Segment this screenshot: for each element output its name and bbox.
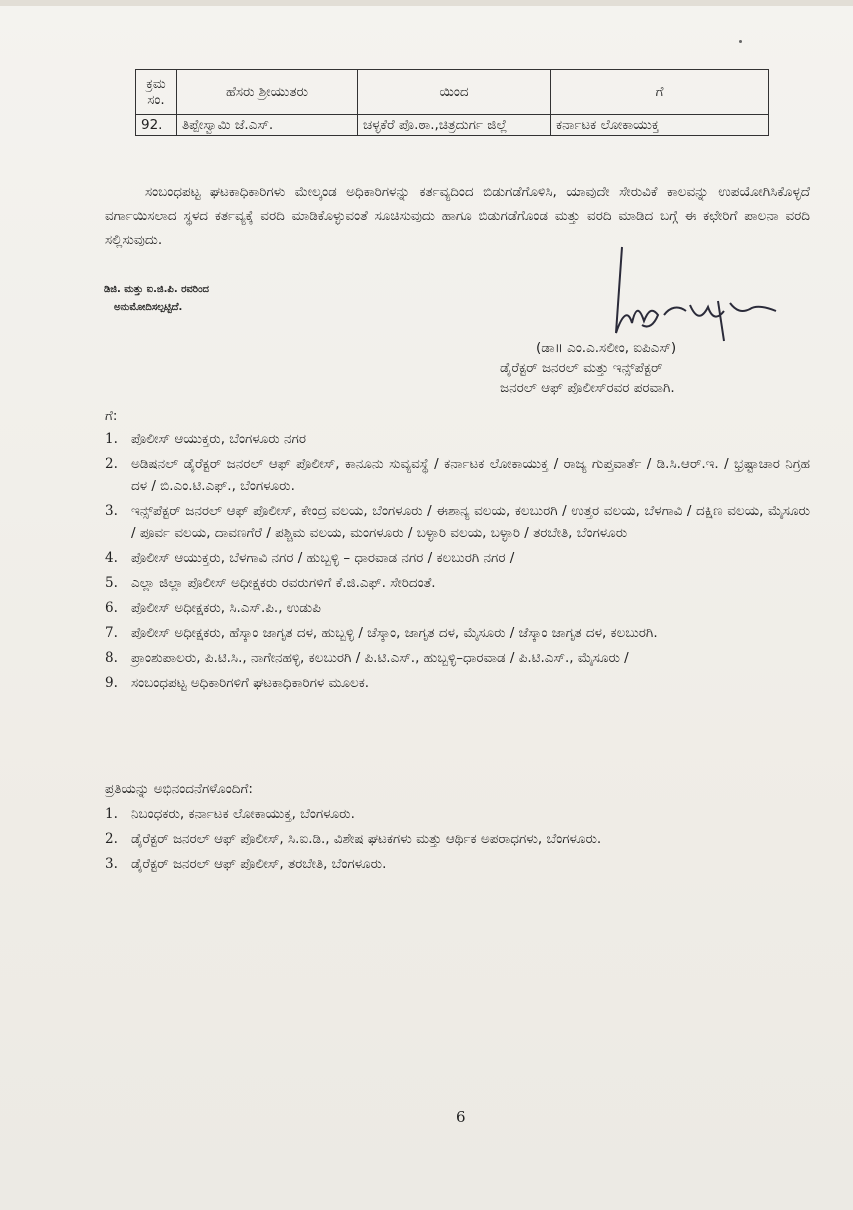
- copy-list: [105, 803, 810, 878]
- item-text: ಪೊಲೀಸ್ ಅಧೀಕ್ಷಕರು, ಹೆಸ್ಕಾಂ ಜಾಗೃತ ದಳ, ಹುಬ್ಬಳ್ಳಿ / ಚೆಸ್ಕಾಂ, ಜಾಗೃತ ದಳ, ಮೈಸೂರು / ಜೆಸ್ಕಾಂ ಜಾಗೃತ ದಳ, ಕಲಬುರಗಿ.: [131, 625, 658, 641]
- list-item: [105, 597, 810, 619]
- approval-note: [104, 281, 209, 317]
- list-item: [105, 828, 810, 850]
- table-row: [136, 115, 769, 136]
- item-text: ಡೈರೆಕ್ಟರ್ ಜನರಲ್ ಆಫ್ ಪೊಲೀಸ್, ತರಬೇತಿ, ಬೆಂಗಳೂರು.: [131, 856, 387, 872]
- item-number: 2.: [105, 456, 118, 472]
- list-item: [105, 500, 810, 544]
- list-item: [105, 803, 810, 825]
- item-number: 9.: [105, 675, 118, 691]
- item-text: ಎಲ್ಲಾ ಜಿಲ್ಲಾ ಪೊಲೀಸ್ ಅಧೀಕ್ಷಕರು ರವರುಗಳಿಗೆ ಕೆ.ಜಿ.ಎಫ್. ಸೇರಿದಂತೆ.: [131, 575, 436, 591]
- list-item: [105, 428, 810, 450]
- copy-label: ಪ್ರತಿಯನ್ನು ಅಭಿನಂದನೆಗಳೊಂದಿಗೆ:: [105, 781, 253, 797]
- cell-to: ಕರ್ನಾಟಕ ಲೋಕಾಯುಕ್ತ: [551, 115, 769, 136]
- cell-from: ಚಳ್ಳಕೆರೆ ಪೊ.ಠಾ.,ಚಿತ್ರದುರ್ಗ ಜಿಲ್ಲೆ: [358, 115, 551, 136]
- list-item: [105, 453, 810, 497]
- signer-title-1: ಡೈರೆಕ್ಟರ್ ಜನರಲ್ ಮತ್ತು ಇನ್ಸ್‌ಪೆಕ್ಟರ್: [500, 360, 663, 376]
- header-serial: ಕ್ರಮ ಸಂ.: [136, 70, 177, 115]
- item-text: ನಿಬಂಧಕರು, ಕರ್ನಾಟಕ ಲೋಕಾಯುಕ್ತ, ಬೆಂಗಳೂರು.: [131, 806, 355, 822]
- item-number: 3.: [105, 856, 118, 872]
- item-number: 2.: [105, 831, 118, 847]
- item-number: 4.: [105, 550, 118, 566]
- instruction-paragraph: ಸಂಬಂಧಪಟ್ಟ ಘಟಕಾಧಿಕಾರಿಗಳು ಮೇಲ್ಕಂಡ ಅಧಿಕಾರಿಗಳನ್ನು ಕರ್ತವ್ಯದಿಂದ ಬಿಡುಗಡೆಗೊಳಿಸಿ, ಯಾವುದೇ ಸೇರುವಿಕೆ ಕಾಲವನ್ನು ಉಪಯೋಗಿಸಿಕೊಳ್ಳದೆ ವರ್ಗಾಯಿಸಲಾದ ಸ್ಥಳದ ಕರ್ತವ್ಯಕ್ಕೆ ವರದಿ ಮಾಡಿಕೊಳ್ಳುವಂತೆ ಸೂಚಿಸುವುದು ಹಾಗೂ ಬಿಡುಗಡೆಗೊಂಡ ಮತ್ತು ವರದಿ ಮಾಡಿದ ಬಗ್ಗೆ ಈ ಕಛೇರಿಗೆ ಪಾಲನಾ ವರದಿ ಸಲ್ಲಿಸುವುದು.: [105, 184, 810, 248]
- list-item: [105, 622, 810, 644]
- item-text: ಇನ್ಸ್‌ಪೆಕ್ಟರ್ ಜನರಲ್ ಆಫ್ ಪೊಲೀಸ್, ಕೇಂದ್ರ ವಲಯ, ಬೆಂಗಳೂರು / ಈಶಾನ್ಯ ವಲಯ, ಕಲಬುರಗಿ / ಉತ್ತರ ವಲಯ, ಬೆಳಗಾವಿ / ದಕ್ಷಿಣ ವಲಯ, ಮೈಸೂರು / ಪೂರ್ವ ವಲಯ, ದಾವಣಗೆರೆ / ಪಶ್ಚಿಮ ವಲಯ, ಮಂಗಳೂರು / ಬಳ್ಳಾರಿ ವಲಯ, ಬಳ್ಳಾರಿ / ತರಬೇತಿ, ಬೆಂಗಳೂರು: [131, 503, 810, 541]
- item-number: 1.: [105, 806, 118, 822]
- item-number: 6.: [105, 600, 118, 616]
- to-label: ಗೆ:: [105, 408, 118, 424]
- signature-mark: [600, 245, 780, 345]
- header-to: ಗೆ: [551, 70, 769, 115]
- page-edge: [0, 0, 853, 6]
- paper-speck: [739, 40, 742, 43]
- item-number: 5.: [105, 575, 118, 591]
- item-text: ಪೊಲೀಸ್ ಆಯುಕ್ತರು, ಬೆಳಗಾವಿ ನಗರ / ಹುಬ್ಬಳ್ಳಿ – ಧಾರವಾಡ ನಗರ / ಕಲಬುರಗಿ ನಗರ /: [131, 550, 515, 566]
- page-number: 6: [456, 1108, 466, 1126]
- item-text: ಪೊಲೀಸ್ ಅಧೀಕ್ಷಕರು, ಸಿ.ಎಸ್.ಪಿ., ಉಡುಪಿ: [131, 600, 321, 616]
- item-number: 1.: [105, 431, 118, 447]
- cell-name: ತಿಪ್ಪೇಸ್ವಾಮಿ ಜೆ.ಎಸ್.: [177, 115, 358, 136]
- approval-line-2: ಅನುಮೋದಿಸಲ್ಪಟ್ಟಿದೆ.: [114, 302, 183, 313]
- header-from: ಯಿಂದ: [358, 70, 551, 115]
- item-text: ಡೈರೆಕ್ಟರ್ ಜನರಲ್ ಆಫ್ ಪೊಲೀಸ್, ಸಿ.ಐ.ಡಿ., ವಿಶೇಷ ಘಟಕಗಳು ಮತ್ತು ಆರ್ಥಿಕ ಅಪರಾಧಗಳು, ಬೆಂಗಳೂರು.: [131, 831, 602, 847]
- transfer-table: [135, 69, 769, 136]
- item-text: ಅಡಿಷನಲ್ ಡೈರೆಕ್ಟರ್ ಜನರಲ್ ಆಫ್ ಪೊಲೀಸ್, ಕಾನೂನು ಸುವ್ಯವಸ್ಥೆ / ಕರ್ನಾಟಕ ಲೋಕಾಯುಕ್ತ / ರಾಜ್ಯ ಗುಪ್ತವಾರ್ತೆ / ಡಿ.ಸಿ.ಆರ್.ಇ. / ಭ್ರಷ್ಟಾಚಾರ ನಿಗ್ರಹ ದಳ / ಬಿ.ಎಂ.ಟಿ.ಎಫ್., ಬೆಂಗಳೂರು.: [131, 456, 810, 494]
- item-text: ಸಂಬಂಧಪಟ್ಟ ಅಧಿಕಾರಿಗಳಿಗೆ ಘಟಕಾಧಿಕಾರಿಗಳ ಮೂಲಕ.: [131, 675, 370, 691]
- item-number: 8.: [105, 650, 118, 666]
- cell-serial: 92.: [136, 115, 177, 136]
- signer-name: (ಡಾ॥ ಎಂ.ಎ.ಸಲೀಂ, ಐಪಿಎಸ್): [536, 340, 677, 356]
- list-item: [105, 572, 810, 594]
- item-text: ಪೊಲೀಸ್ ಆಯುಕ್ತರು, ಬೆಂಗಳೂರು ನಗರ: [131, 431, 306, 447]
- list-item: [105, 853, 810, 875]
- signer-title-2: ಜನರಲ್ ಆಫ್ ಪೊಲೀಸ್‌ರವರ ಪರವಾಗಿ.: [500, 380, 675, 396]
- list-item: [105, 647, 810, 669]
- item-text: ಪ್ರಾಂಶುಪಾಲರು, ಪಿ.ಟಿ.ಸಿ., ನಾಗೇನಹಳ್ಳಿ, ಕಲಬುರಗಿ / ಪಿ.ಟಿ.ಎಸ್., ಹುಬ್ಬಳ್ಳಿ–ಧಾರವಾಡ / ಪಿ.ಟಿ.ಎಸ್., ಮೈಸೂರು /: [131, 650, 629, 666]
- list-item: [105, 672, 810, 694]
- list-item: [105, 547, 810, 569]
- signer-block: [500, 338, 800, 398]
- approval-line-1: ಡಿಜಿ. ಮತ್ತು ಐ.ಜಿ.ಪಿ. ರವರಿಂದ: [104, 284, 209, 295]
- header-name: ಹೆಸರು ಶ್ರೀಯುತರು: [177, 70, 358, 115]
- recipient-list: [105, 428, 810, 697]
- table-header-row: [136, 70, 769, 115]
- item-number: 7.: [105, 625, 118, 641]
- item-number: 3.: [105, 503, 118, 519]
